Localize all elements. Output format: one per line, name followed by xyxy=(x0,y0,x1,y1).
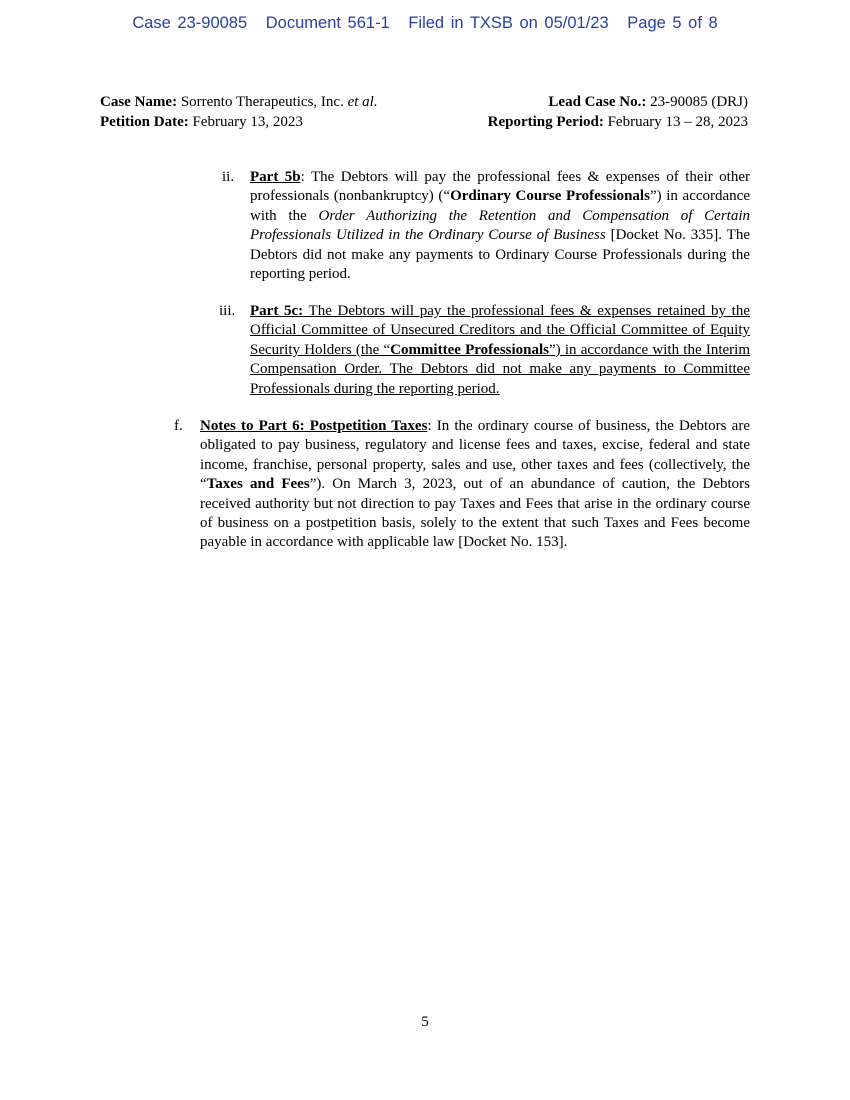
item-iii-paragraph xyxy=(250,302,750,399)
item-ii-text-3: [Docket No. 335]. The Debtors did not make any payments to Ordinary Course Professionals during the reporting period. xyxy=(250,227,750,283)
stamp-document: Document 561-1 xyxy=(265,14,390,32)
item-f-text-2: ”). On March 3, 2023, out of an abundance of caution, the Debtors received authority but not direction to pay Taxes and Fees that arise in the ordinary course of business on a postpetition basis, solely to the extent that such Taxes and Fees become payable in accordance with applicable law [Docket No. 153]. xyxy=(200,476,751,551)
item-iii-numeral: iii. xyxy=(219,303,236,319)
item-ii-paragraph xyxy=(250,168,750,284)
lead-case xyxy=(548,92,748,112)
case-name-etal: et al. xyxy=(347,94,378,110)
reporting-period-value: February 13 – 28, 2023 xyxy=(607,114,748,130)
report-header xyxy=(100,92,748,132)
court-filing-stamp xyxy=(0,14,850,33)
header-row-2 xyxy=(100,112,748,132)
stamp-page: Page 5 of 8 xyxy=(627,14,718,32)
header-row-1 xyxy=(100,92,748,112)
lead-case-value: 23-90085 (DRJ) xyxy=(650,94,748,110)
item-iii-text-1: The Debtors will pay the professional fees & expenses retained by the Official Committee of Unsecured Creditors and the Official Committee of Equity Security Holders (the “ xyxy=(250,303,751,358)
item-ii-heading: Part 5b xyxy=(250,169,301,185)
item-ii-text-2: ”) in accordance with the xyxy=(250,188,750,224)
item-f-paragraph xyxy=(200,417,750,553)
item-f-text-1: : In the ordinary course of business, the Debtors are obligated to pay business, regulatory and license fees and taxes, excise, federal and state income, franchise, personal property, sales and use, other taxes and fees (collectively, the “ xyxy=(200,418,750,493)
item-f-letter: f. xyxy=(174,418,183,434)
item-ii-order-title: Order Authorizing the Retention and Compensation of Certain Professionals Utilized in the Ordinary Course of Business xyxy=(250,207,750,244)
lead-case-label: Lead Case No.: xyxy=(548,94,647,110)
item-ii-numeral: ii. xyxy=(222,169,235,185)
page-number: 5 xyxy=(421,1014,429,1030)
petition-date-label: Petition Date: xyxy=(100,114,189,130)
case-name-label: Case Name: xyxy=(100,94,178,110)
case-name-value: Sorrento Therapeutics, Inc. xyxy=(180,94,344,110)
petition-date-value: February 13, 2023 xyxy=(192,114,303,130)
case-name xyxy=(100,92,378,112)
stamp-case: Case 23-90085 xyxy=(132,14,248,32)
item-iii-text-2: ”) in accordance with the Interim Compensation Order. The Debtors did not make any payments to Committee Professionals during the reporting period. xyxy=(250,341,750,397)
item-iii-heading: Part 5c: xyxy=(250,303,304,319)
reporting-period xyxy=(488,112,748,132)
item-f-heading: Notes to Part 6: Postpetition Taxes xyxy=(200,418,428,434)
item-f-bold-term: Taxes and Fees xyxy=(206,476,310,493)
stamp-filed: Filed in TXSB on 05/01/23 xyxy=(408,14,609,32)
reporting-period-label: Reporting Period: xyxy=(487,114,604,130)
item-ii-text-1: : The Debtors will pay the professional fees & expenses of their other professionals (nonbankruptcy) (“ xyxy=(250,169,750,205)
petition-date xyxy=(100,112,303,132)
item-ii-bold-term: Ordinary Course Professionals xyxy=(450,188,650,205)
item-iii-bold-term: Committee Professionals xyxy=(390,341,550,358)
